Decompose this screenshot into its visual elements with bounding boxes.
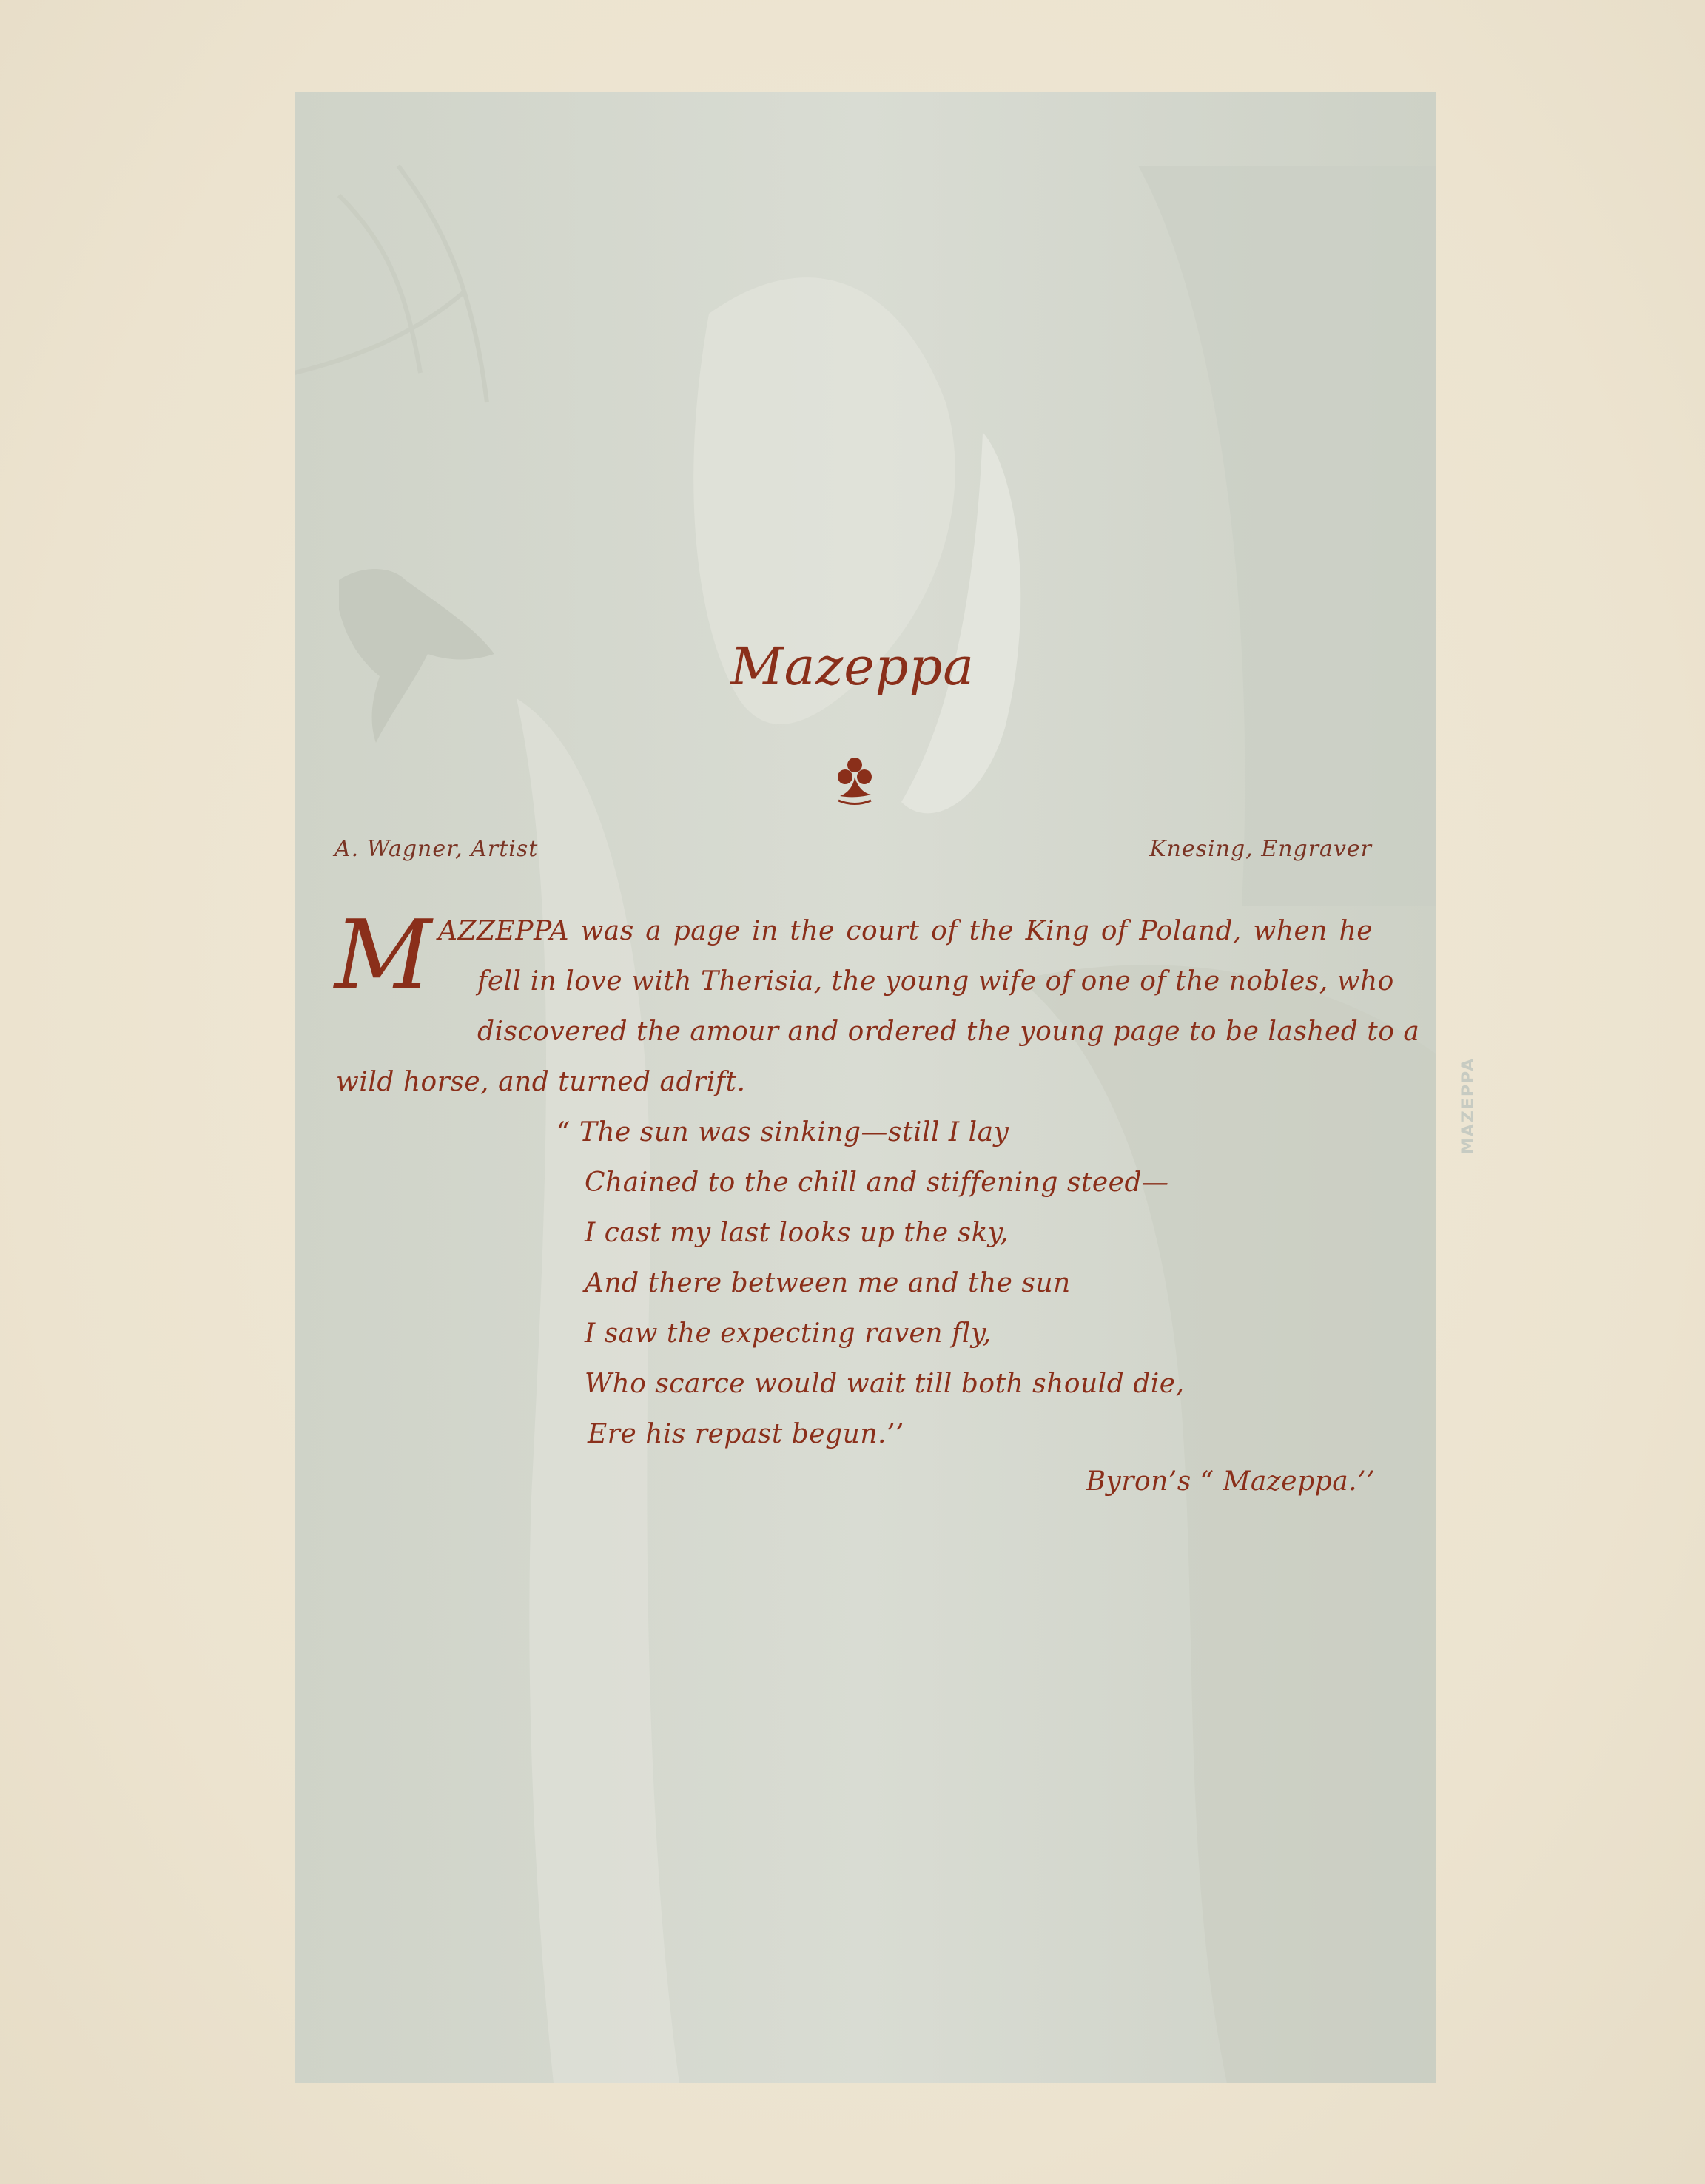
verse-line: “ The sun was sinking—still I lay — [556, 1117, 1009, 1147]
verse-line: Chained to the chill and stiffening steed— — [585, 1167, 1169, 1198]
page-title: Mazeppa — [730, 636, 975, 697]
club-ornament-icon — [834, 755, 875, 806]
verse-line: And there between me and the sun — [585, 1268, 1071, 1298]
intro-line: wild horse, and turned adrift. — [336, 1067, 746, 1097]
artist-credit: A. Wagner, Artist — [334, 836, 539, 862]
verse-line: Who scarce would wait till both should die, — [585, 1369, 1185, 1399]
intro-line: AZZEPPA was a page in the court of the King of Poland, when he — [438, 916, 1373, 946]
verse-line: I saw the expecting raven fly, — [585, 1318, 992, 1349]
verse-line: I cast my last looks up the sky, — [585, 1218, 1009, 1248]
verse-line: Ere his repast begun.’’ — [588, 1419, 904, 1449]
verse-attribution: Byron’s “ Mazeppa.’’ — [1086, 1466, 1375, 1497]
intro-line: discovered the amour and ordered the young page to be lashed to a — [477, 1017, 1420, 1047]
drop-cap: M — [334, 900, 432, 1011]
side-label: MAZEPPA — [1459, 1056, 1478, 1154]
engraver-credit: Knesing, Engraver — [1149, 836, 1372, 862]
intro-line: fell in love with Therisia, the young wife of one of the nobles, who — [477, 966, 1394, 997]
